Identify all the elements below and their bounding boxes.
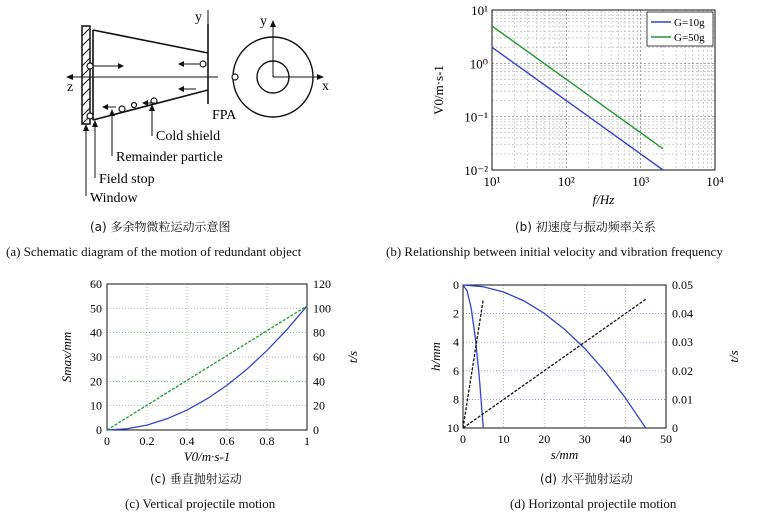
- y-tick-label: 40: [90, 325, 102, 340]
- series-line-2: [463, 285, 483, 428]
- caption-b-en: (b) Relationship between initial velocity and vibration frequency: [386, 244, 723, 259]
- y-tick-label: 30: [90, 350, 102, 364]
- y-tick-label: 10: [90, 398, 102, 413]
- y2-axis-label: t/s: [726, 350, 741, 363]
- y2-tick-label: 0.04: [672, 306, 693, 321]
- legend-label: G=50g: [674, 32, 705, 44]
- label-fpa: FPA: [212, 108, 237, 123]
- label-field-stop: Field stop: [99, 172, 155, 187]
- x-tick-label: 10²: [557, 174, 575, 189]
- x-tick-label: 0.4: [179, 434, 195, 448]
- particle: [232, 74, 238, 80]
- x-axis-label: s/mm: [550, 447, 579, 462]
- y2-tick-label: 80: [313, 325, 325, 340]
- x-tick-label: 0.6: [219, 434, 235, 448]
- y-axis-label: Smax/mm: [59, 331, 74, 383]
- axis-label-y-top: y: [195, 10, 202, 25]
- particle: [119, 106, 125, 112]
- particle: [87, 63, 93, 69]
- cold-shield-top: [93, 30, 208, 53]
- y2-axis-label: t/s: [345, 350, 360, 364]
- y2-tick-label: 0: [313, 423, 319, 437]
- caption-c-cn: (c) 垂直抛射运动: [150, 472, 242, 486]
- y-tick-label: 8: [453, 392, 459, 407]
- label-cold-shield: Cold shield: [156, 129, 221, 144]
- x-tick-label: 10⁴: [706, 174, 724, 189]
- series-line-2: [107, 306, 307, 430]
- legend-label: G=10g: [674, 17, 705, 29]
- x-tick-label: 1: [304, 434, 310, 448]
- y-tick-label: 0: [453, 278, 459, 292]
- chart-vertical-projectile: [55, 272, 375, 466]
- x-tick-label: 0.8: [259, 434, 275, 448]
- label-window: Window: [90, 191, 138, 206]
- y-tick-label: 2: [453, 306, 459, 321]
- axis-label-z: z: [67, 80, 74, 95]
- x-tick-label: 0: [460, 432, 466, 446]
- y-tick-label: 60: [90, 277, 102, 291]
- x-tick-label: 30: [578, 432, 591, 446]
- chart-horizontal-projectile: [430, 272, 760, 466]
- y-tick-label: 10⁰: [469, 56, 488, 72]
- x-tick-label: 0.2: [139, 434, 155, 448]
- particle: [87, 113, 93, 119]
- y-tick-label: 10⁻²: [464, 163, 488, 178]
- x-tick-label: 10³: [632, 174, 650, 189]
- y2-tick-label: 120: [313, 277, 331, 291]
- chart-velocity-frequency: [425, 0, 765, 210]
- y-tick-label: 20: [90, 374, 102, 389]
- y-tick-label: 50: [90, 301, 102, 316]
- label-remainder-particle: Remainder particle: [116, 150, 223, 165]
- x-tick-label: 50: [660, 432, 672, 446]
- x-tick-label: 10¹: [483, 174, 501, 189]
- y-tick-label: 10¹: [471, 3, 488, 18]
- y2-tick-label: 0.01: [672, 392, 693, 407]
- y2-tick-label: 0.05: [672, 278, 693, 292]
- x-tick-label: 10: [497, 432, 510, 446]
- caption-d-cn: (d) 水平抛射运动: [540, 472, 633, 486]
- axis-label-y-right: y: [260, 14, 267, 29]
- caption-a-cn: (a) 多余物微粒运动示意图: [90, 220, 231, 234]
- x-axis-label: V0/m·s-1: [183, 449, 231, 464]
- series-line-1: [463, 285, 646, 428]
- x-axis-label: f/Hz: [592, 192, 615, 207]
- y-tick-label: 0: [96, 423, 102, 437]
- y2-tick-label: 0: [672, 421, 678, 435]
- y-tick-label: 6: [453, 363, 459, 378]
- y2-tick-label: 60: [313, 350, 325, 364]
- y-tick-label: 4: [453, 335, 459, 350]
- x-tick-label: 20: [538, 432, 551, 446]
- y2-tick-label: 0.03: [672, 335, 693, 350]
- series-line-3: [463, 299, 646, 428]
- caption-c-en: (c) Vertical projectile motion: [125, 496, 276, 511]
- caption-b-cn: (b) 初速度与振动频率关系: [515, 220, 656, 234]
- x-tick-label: 0: [104, 434, 110, 448]
- particle: [132, 103, 137, 108]
- particle: [200, 61, 206, 67]
- y-tick-label: 10: [447, 421, 459, 435]
- y2-tick-label: 100: [313, 301, 331, 316]
- caption-a-en: (a) Schematic diagram of the motion of redundant object: [6, 244, 302, 259]
- y2-tick-label: 20: [313, 398, 325, 413]
- caption-d-en: (d) Horizontal projectile motion: [510, 496, 677, 511]
- y-tick-label: 10⁻¹: [464, 109, 488, 125]
- y2-tick-label: 0.02: [672, 363, 693, 378]
- y-axis-label: h/mm: [428, 342, 443, 371]
- y2-tick-label: 40: [313, 374, 325, 389]
- x-tick-label: 40: [619, 432, 632, 446]
- y-axis-label: V0/m·s-1: [431, 65, 446, 115]
- axis-label-x: x: [322, 79, 329, 94]
- schematic-diagram: [60, 8, 360, 213]
